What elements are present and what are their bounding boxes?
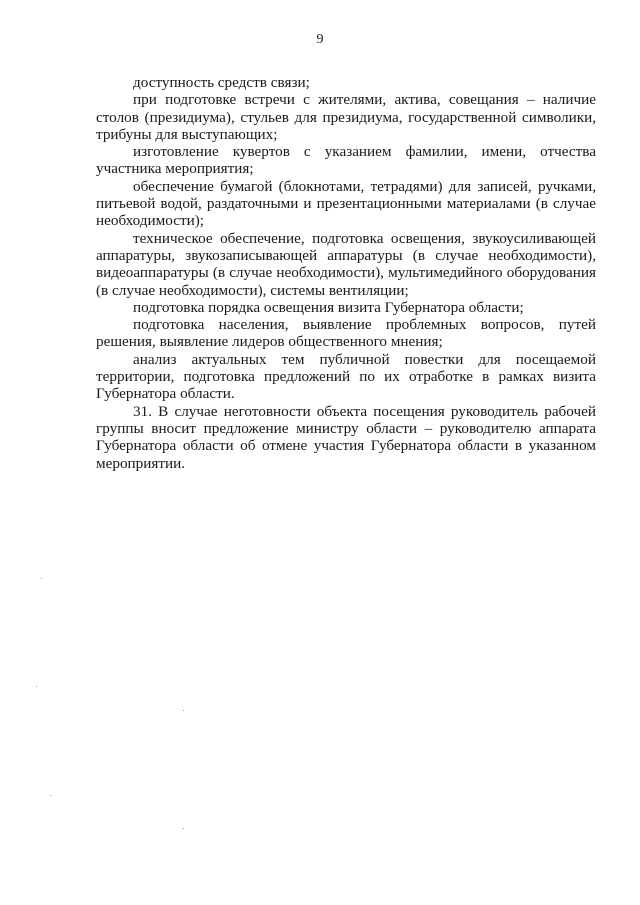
document-body: [96, 74, 596, 472]
paragraph-item-31: 31. В случае неготовности объекта посещения руководитель рабочей группы вносит предложение министру области – руководителю аппарата Губернатора области об отмене участия Губернатора области в указанном мероприятии.: [96, 402, 596, 472]
paragraph-technical-support: техническое обеспечение, подготовка освещения, звукоусиливающей аппаратуры, звукозаписывающей аппаратуры (в случае необходимости), видеоаппаратуры (в случае необходимости), мультимедийного оборудования (в случае необходимости), системы вентиляции;: [96, 229, 596, 299]
page-number: 9: [316, 32, 324, 47]
paragraph-agenda-analysis: анализ актуальных тем публичной повестки для посещаемой территории, подготовка предложений по их отработке в рамках визита Губернатора области.: [96, 350, 596, 403]
paragraph-supplies: обеспечение бумагой (блокнотами, тетрадями) для записей, ручками, питьевой водой, раздаточными и презентационными материалами (в случае необходимости);: [96, 177, 596, 230]
paragraph-place-cards: изготовление кувертов с указанием фамилии, имени, отчества участника мероприятия;: [96, 143, 596, 178]
paragraph-visit-coverage: подготовка порядка освещения визита Губернатора области;: [133, 298, 524, 316]
scan-speck: [183, 828, 184, 829]
scan-speck: [41, 578, 42, 579]
paragraph-population-preparation: подготовка населения, выявление проблемных вопросов, путей решения, выявление лидеров общественного мнения;: [96, 316, 596, 351]
paragraph-communication: доступность средств связи;: [133, 74, 310, 91]
scan-speck: [50, 795, 51, 796]
paragraph-meeting-preparation: при подготовке встречи с жителями, актива, совещания – наличие столов (президиума), стульев для президиума, государственной символики, трибуны для выступающих;: [96, 91, 596, 143]
scan-speck: [36, 686, 37, 687]
scan-speck: [183, 710, 184, 711]
